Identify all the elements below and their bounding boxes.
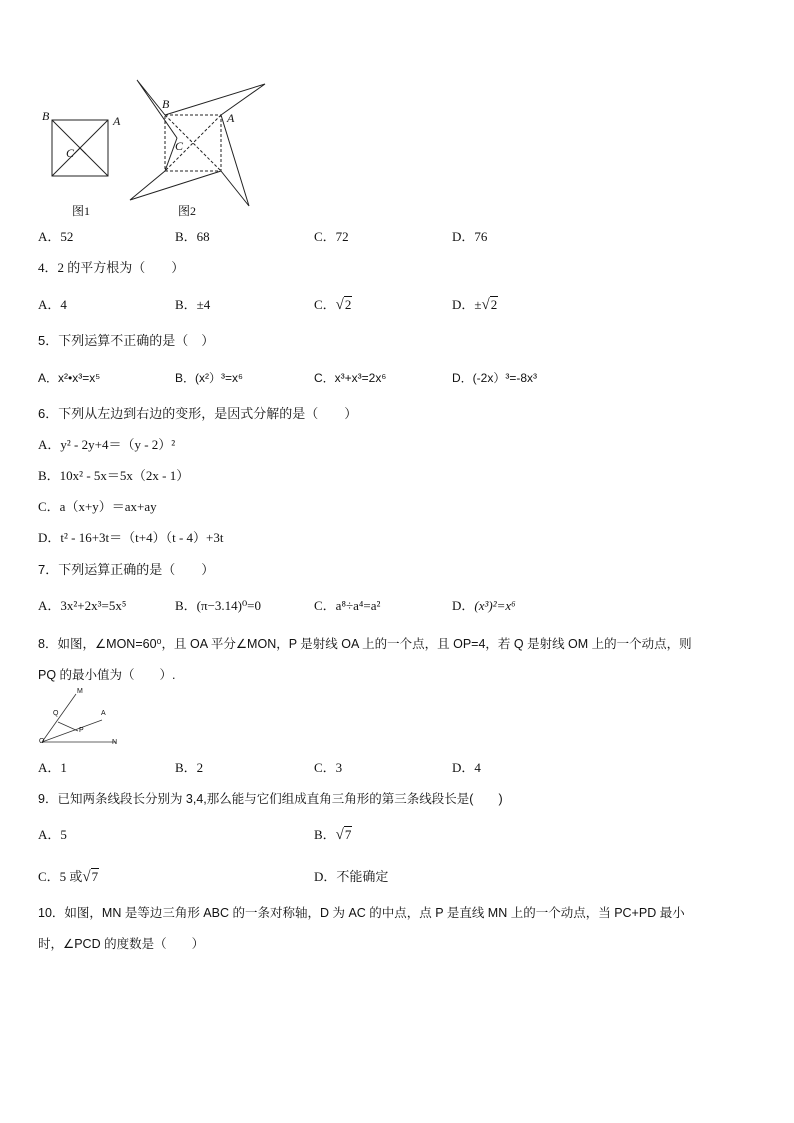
q4-option-a: A．4 [38,297,67,312]
q9-option-c [38,869,99,885]
q10-stem-line2: 时，∠PCD 的度数是（ ） [38,937,205,951]
q3-option-c: C．72 [314,229,349,244]
figure-2-caption: 图2 [178,204,197,218]
figure-2-label-a: A [227,111,235,125]
q7-option-d-prefix: D． [452,598,475,613]
q9-option-a: A．5 [38,827,67,842]
q8-fig-label-a: A [101,710,106,717]
q8-stem-line2: PQ 的最小值为（ ）. [38,668,176,682]
q9-option-c-prefix: C．5 或 [38,869,83,884]
q7-stem: 7．下列运算正确的是（ ） [38,562,215,577]
q8-option-d: D．4 [452,760,481,775]
q7-option-d-math: (x³)²=x⁶ [474,598,516,613]
q7-option-a: A．3x²+2x³=5x⁵ [38,598,127,613]
q4-option-d [452,297,498,313]
q7-option-b: B．(π−3.14)⁰=0 [175,598,262,613]
q8-option-c: C．3 [314,760,343,775]
q8-fig-label-n: N [112,739,118,746]
q5-option-a: A．x²•x³=x⁵ [38,371,101,385]
q9-option-b [314,827,352,843]
q9-stem: 9．已知两条线段长分别为 3,4,那么能与它们组成直角三角形的第三条线段长是( ) [38,792,503,806]
q8-stem-line1: 8．如图，∠MON=60⁰，且 OA 平分∠MON，P 是射线 OA 上的一个点，且 OP=4，若 Q 是射线 OM 上的一个动点，则 [38,637,692,651]
q3-option-a: A．52 [38,229,74,244]
figure-1-label-b: B [42,109,50,123]
q6-stem: 6．下列从左边到右边的变形，是因式分解的是（ ） [38,406,358,421]
figure-1-label-c: C [66,146,75,160]
q8-fig-label-m: M [77,688,83,695]
q9-option-b-prefix: B． [314,827,336,842]
q4-option-c [314,297,352,313]
q6-option-d: D．t² - 16+3t＝（t+4）（t - 4）+3t [38,530,224,545]
figure-2-label-b: B [162,97,170,111]
q7-option-d [452,598,516,614]
q8-fig-label-q: Q [53,710,59,717]
q9-option-d: D．不能确定 [314,869,389,884]
q8-fig-label-p: P [79,727,84,734]
figure-2-pinwheel-diagram [125,78,270,213]
q3-option-d: D．76 [452,229,488,244]
q3-option-b: B．68 [175,229,210,244]
q9-option-b-radicand: 7 [344,827,352,842]
q4-option-b: B．±4 [175,297,211,312]
q6-option-b: B．10x² - 5x＝5x（2x - 1） [38,468,190,483]
q4-option-c-sqrt: √2 [335,297,352,313]
q9-option-b-sqrt: √7 [335,827,352,843]
q4-option-c-prefix: C． [314,297,336,312]
q9-option-c-sqrt: √7 [82,869,99,885]
q5-option-d: D．(-2x）³=-8x³ [452,371,538,385]
q7-option-c: C．a⁸÷a⁴=a² [314,598,381,613]
q4-stem: 4．2 的平方根为（ ） [38,260,185,275]
q6-option-a: A．y² - 2y+4＝（y - 2）² [38,437,176,452]
q8-angle-diagram [38,690,123,745]
q6-option-c: C．a（x+y）＝ax+ay [38,499,157,514]
q4-option-d-sqrt: √2 [481,297,498,313]
q4-option-d-radicand: 2 [490,297,498,312]
q8-fig-label-o: O [39,738,45,745]
figure-1-caption: 图1 [72,204,91,218]
q8-option-a: A．1 [38,760,67,775]
q8-option-b: B．2 [175,760,204,775]
q5-option-b: B．(x²）³=x⁶ [175,371,243,385]
figure-2-label-c: C [175,139,184,153]
figure-1-label-a: A [113,114,121,128]
q5-option-c: C．x³+x³=2x⁶ [314,371,387,385]
q5-stem: 5．下列运算不正确的是（ ） [38,333,215,348]
q9-option-c-radicand: 7 [91,869,99,884]
q4-option-d-prefix: D．± [452,297,482,312]
q4-option-c-radicand: 2 [344,297,352,312]
q10-stem-line1: 10．如图，MN 是等边三角形 ABC 的一条对称轴，D 为 AC 的中点，点 P 是直线 MN 上的一个动点，当 PC+PD 最小 [38,906,685,920]
